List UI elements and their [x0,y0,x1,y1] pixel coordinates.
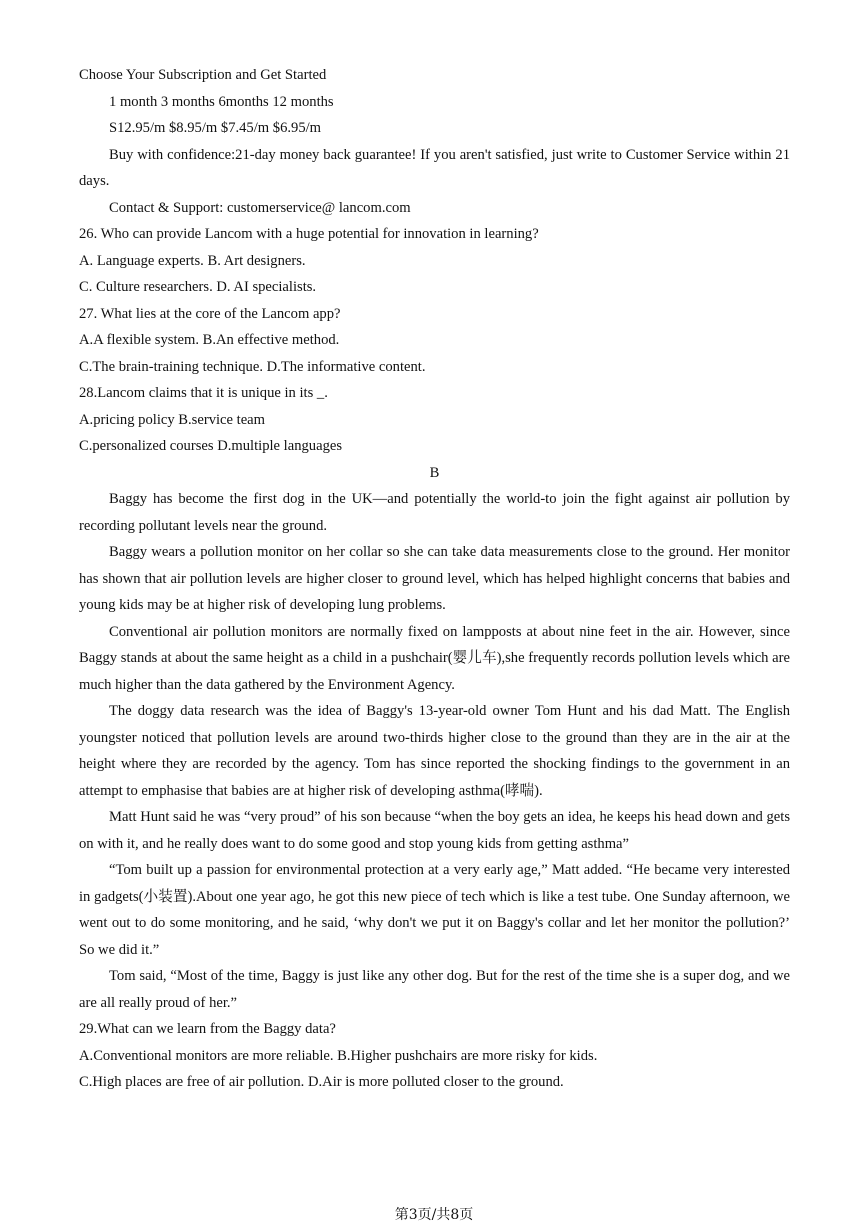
passage-paragraph: Tom said, “Most of the time, Baggy is just like any other dog. But for the rest of the time she is a super dog, and we are all really proud of her.” [79,968,790,1011]
passage-paragraph: “Tom built up a passion for environmental protection at a very early age,” Matt added. “He became very interested in gadgets(小装置).About one year ago, he got this new piece of tech which is like a test tube. One Sunday afternoon, we went out to do some monitoring, and he said, ‘why don't we put it on Baggy's collar and let her monitor the pollution?’ So we did it.” [79,862,790,958]
section-b-label: B [429,464,440,481]
question-26-options-cd: C. Culture researchers. D. AI specialists. [79,279,317,295]
question-26-stem: 26. Who can provide Lancom with a huge potential for innovation in learning? [79,226,539,242]
passage-paragraph: Matt Hunt said he was “very proud” of his son because “when the boy gets an idea, he keeps his head down and gets on with it, and he really does want to do some good and stop young kids from getting asthma” [79,809,790,852]
document-page [79,62,790,1096]
question-29-stem: 29.What can we learn from the Baggy data? [79,1021,336,1037]
subscription-prices: S12.95/m $8.95/m $7.45/m $6.95/m [109,120,322,136]
question-28-options-cd: C.personalized courses D.multiple languages [79,438,343,454]
question-27-stem: 27. What lies at the core of the Lancom app? [79,305,341,322]
passage-paragraph: Baggy has become the first dog in the UK—and potentially the world-to join the fight against air pollution by recording pollutant levels near the ground. [79,491,790,534]
passage-paragraph: The doggy data research was the idea of Baggy's 13-year-old owner Tom Hunt and his dad Matt. The English youngster noticed that pollution levels are around two-thirds higher close to the ground than they are in the air at the height where they are recorded by the agency. Tom has since reported the shocking findings to the government in an attempt to emphasise that babies are at higher risk of developing asthma(哮喘). [79,703,790,799]
passage-paragraph: Baggy wears a pollution monitor on her collar so she can take data measurements close to the ground. Her monitor has shown that air pollution levels are higher closer to ground level, which has helped highlight concerns that babies and young kids may be at higher risk of developing lung problems. [79,544,790,613]
question-28-options-ab: A.pricing policy B.service team [79,411,266,428]
question-29-options-ab: A.Conventional monitors are more reliable. B.Higher pushchairs are more risky for kids. [79,1047,598,1064]
passage-paragraph: Conventional air pollution monitors are normally fixed on lampposts at about nine feet in the air. However, since Baggy stands at about the same height as a child in a pushchair(婴儿车),she frequently records pollution levels which are much higher than the data gathered by the Environment Agency. [79,623,790,693]
page-indicator: 第3页/共8页 [394,1207,474,1223]
question-27-options-ab: A.A flexible system. B.An effective method. [79,332,340,348]
subscription-heading: Choose Your Subscription and Get Started [79,67,327,83]
contact-text: Contact & Support: customerservice@ lancom.com [109,199,411,216]
guarantee-text: Buy with confidence:21-day money back guarantee! If you aren't satisfied, just write to Customer Service within 21 days. [79,146,790,189]
question-29-options-cd: C.High places are free of air pollution. D.Air is more polluted closer to the ground. [79,1074,564,1090]
question-26-options-ab: A. Language experts. B. Art designers. [79,252,306,269]
subscription-plans: 1 month 3 months 6months 12 months [109,93,334,110]
question-28-stem: 28.Lancom claims that it is unique in its _. [79,385,328,401]
question-27-options-cd: C.The brain-training technique. D.The informative content. [79,358,426,375]
